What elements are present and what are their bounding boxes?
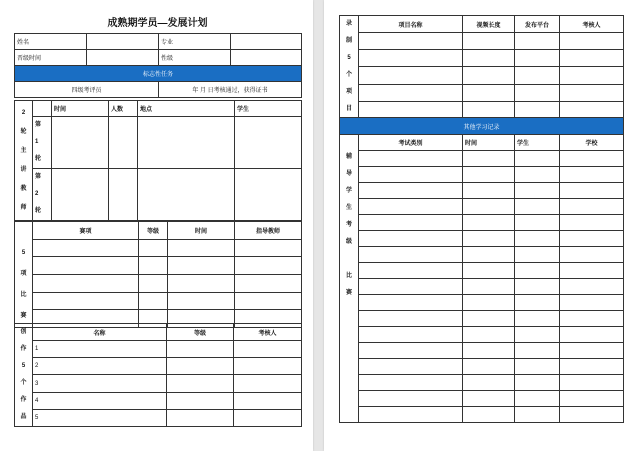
table-row[interactable] — [359, 327, 463, 343]
table-row[interactable] — [33, 292, 139, 310]
table-row[interactable] — [359, 375, 463, 391]
table-row[interactable] — [359, 391, 463, 407]
contest-header-item: 赛项 — [33, 222, 139, 240]
page-title: 成熟期学员—发展计划 — [107, 18, 208, 29]
tutor-header-school: 学校 — [560, 135, 624, 151]
table-row[interactable] — [359, 279, 463, 295]
works-row-index: 3 — [33, 375, 167, 392]
page-2 — [324, 0, 643, 451]
enroll-time-label: 晋级时间 — [15, 50, 87, 66]
contest-header-level: 等级 — [139, 222, 168, 240]
table-row[interactable] — [359, 84, 463, 101]
table-row[interactable] — [359, 407, 463, 423]
contest-header-teacher: 指导教师 — [235, 222, 302, 240]
section-header-other-records: 其他学习记录 — [340, 118, 624, 135]
table-row[interactable] — [359, 215, 463, 231]
record-header-assessor: 考核人 — [560, 16, 624, 33]
exam-level-label: 四级考评员 — [15, 82, 159, 98]
table-row[interactable] — [359, 247, 463, 263]
teach-header-place: 地点 — [138, 101, 235, 117]
info-table — [14, 33, 302, 98]
tutor-group-label: 辅 导 学 生 考 级 比 赛 — [340, 135, 359, 423]
round1-time-cell[interactable] — [52, 117, 109, 169]
round1-place-cell[interactable] — [138, 117, 235, 169]
table-row[interactable] — [359, 167, 463, 183]
enroll-time-field[interactable] — [87, 50, 159, 66]
record-header-length: 视频长度 — [463, 16, 515, 33]
round1-student-cell[interactable] — [235, 117, 302, 169]
works-row-index: 5 — [33, 409, 167, 426]
works-row-index: 4 — [33, 392, 167, 409]
teach-group-label: 2 轮 主 讲 教 师 — [15, 101, 33, 221]
works-header-name: 名称 — [33, 324, 167, 341]
page-1 — [0, 0, 313, 451]
table-row[interactable] — [359, 263, 463, 279]
contest-group-label: 5 项 比 赛 — [15, 222, 33, 328]
works-row-index: 1 — [33, 341, 167, 358]
contest-header-time: 时间 — [168, 222, 235, 240]
section-header-tasks: 标志性任务 — [15, 66, 302, 82]
table-row[interactable] — [359, 151, 463, 167]
tutor-header-time: 时间 — [463, 135, 515, 151]
round2-place-cell[interactable] — [138, 169, 235, 221]
table-row[interactable] — [359, 183, 463, 199]
teach-header-time: 时间 — [52, 101, 109, 117]
works-row-index: 2 — [33, 358, 167, 375]
record-header-name: 项目名称 — [359, 16, 463, 33]
round2-student-cell[interactable] — [235, 169, 302, 221]
round1-count-cell[interactable] — [109, 117, 138, 169]
teach-corner-cell — [33, 101, 52, 117]
teach-round-2-label: 第 2 轮 — [33, 169, 52, 221]
exam-pass-text: 年 月 日考核通过，获得证书 — [159, 82, 302, 98]
works-group-label: 创 作 5 个 作 品 — [15, 324, 33, 427]
table-row[interactable] — [33, 274, 139, 292]
teach-round-1-label: 第 1 轮 — [33, 117, 52, 169]
major-field[interactable] — [231, 34, 302, 50]
table-row[interactable] — [359, 343, 463, 359]
table-row[interactable] — [359, 311, 463, 327]
teach-header-count: 人数 — [109, 101, 138, 117]
table-row[interactable] — [359, 199, 463, 215]
table-row[interactable] — [359, 101, 463, 118]
tutor-header-student: 学生 — [515, 135, 560, 151]
grade-label: 性级 — [159, 50, 231, 66]
teach-header-student: 学生 — [235, 101, 302, 117]
table-row[interactable] — [33, 239, 139, 257]
table-row[interactable] — [359, 359, 463, 375]
record-header-platform: 发布平台 — [515, 16, 560, 33]
table-row[interactable] — [359, 295, 463, 311]
grade-field[interactable] — [231, 50, 302, 66]
table-row[interactable] — [359, 33, 463, 50]
tutoring-table — [339, 117, 624, 423]
works-table — [14, 323, 302, 427]
works-header-assessor: 考核人 — [234, 324, 302, 341]
teaching-table — [14, 100, 302, 221]
name-field[interactable] — [87, 34, 159, 50]
table-row[interactable] — [33, 257, 139, 275]
record-group-label: 录 制 5 个 项 目 — [340, 16, 359, 119]
recording-table — [339, 15, 624, 119]
table-row[interactable] — [359, 231, 463, 247]
contest-table — [14, 221, 302, 328]
tutor-header-exam-type: 考试类别 — [359, 135, 463, 151]
round2-time-cell[interactable] — [52, 169, 109, 221]
name-label: 姓名 — [15, 34, 87, 50]
table-row[interactable] — [359, 50, 463, 67]
major-label: 专业 — [159, 34, 231, 50]
round2-count-cell[interactable] — [109, 169, 138, 221]
table-row[interactable] — [359, 67, 463, 84]
works-header-level: 等级 — [167, 324, 234, 341]
